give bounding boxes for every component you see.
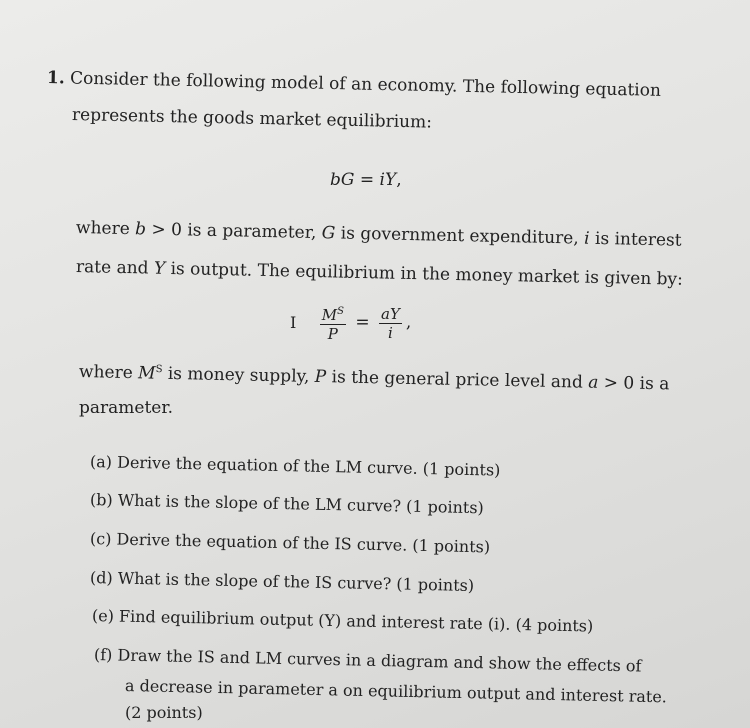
part-c-text: (c) Derive the equation of the IS curve. (1 points): [89, 529, 491, 557]
fraction-denominator: P: [327, 325, 338, 343]
text: > 0 is a: [598, 372, 670, 395]
question-number: 1.: [46, 68, 65, 89]
var-P: P: [314, 366, 327, 388]
fraction-ay-over-i: [379, 305, 402, 342]
eq1-comma: ,: [396, 170, 402, 190]
eq1-equals: =: [359, 170, 375, 190]
part-b-text: (b) What is the slope of the LM curve? (1 points): [89, 490, 484, 518]
part-f: [94, 645, 642, 675]
question-line-3: [76, 218, 682, 251]
part-f-text-line2: a decrease in parameter a on equilibrium output and interest rate.: [124, 676, 668, 707]
part-d-text: (d) What is the slope of the IS curve? (1 points): [89, 568, 475, 596]
part-c: [90, 529, 490, 556]
goods-market-text: represents the goods market equilibrium:: [71, 105, 433, 133]
part-e: [92, 606, 594, 635]
var-M: M: [137, 363, 156, 384]
part-a-text: (a) Derive the equation of the LM curve. (1 points): [89, 452, 501, 480]
eq1-rhs: iY: [379, 170, 397, 190]
question-line-6: [79, 398, 173, 418]
part-f-points-text: (2 points): [125, 703, 203, 722]
part-f-points: [125, 703, 203, 722]
text: > 0 is a parameter,: [145, 219, 322, 244]
part-a: [90, 452, 501, 480]
text: is government expenditure,: [335, 223, 585, 249]
fraction-numerator: [320, 303, 346, 325]
money-market-equation: [290, 303, 411, 343]
text: where: [78, 362, 139, 384]
fraction-ms-over-p: [320, 303, 346, 343]
question-line-5: [79, 362, 670, 394]
part-d: [90, 568, 474, 595]
eq2-equals: =: [355, 312, 370, 333]
var-i: i: [583, 228, 590, 249]
part-b: [90, 490, 484, 517]
var-G: G: [321, 223, 336, 244]
text: is output. The equilibrium in the money market is given by:: [164, 258, 684, 290]
text: parameter.: [79, 398, 174, 418]
var-M: M: [321, 306, 338, 324]
superscript-S: S: [155, 363, 163, 376]
part-e-text: (e) Find equilibrium output (Y) and interest rate (i). (4 points): [91, 606, 594, 636]
text: rate and: [75, 257, 155, 279]
text-cursor-icon: I: [290, 312, 297, 332]
question-line-4: [76, 257, 683, 290]
var-b: b: [134, 219, 147, 240]
part-f-continued: [125, 676, 667, 706]
fraction-numerator: aY: [381, 304, 400, 323]
text: where: [75, 218, 136, 240]
goods-market-equation: [330, 170, 402, 190]
text: is the general price level and: [326, 367, 589, 393]
var-Y: Y: [153, 258, 166, 279]
text: is interest: [589, 228, 682, 251]
eq2-comma: ,: [405, 312, 412, 333]
fraction-denominator: i: [388, 323, 393, 342]
question-intro-text: Consider the following model of an economy. The following equation: [69, 68, 662, 101]
question-line-1: [47, 68, 661, 101]
part-f-text: (f) Draw the IS and LM curves in a diagram and show the effects of: [93, 645, 642, 676]
var-a: a: [588, 372, 599, 393]
text: is money supply,: [162, 363, 315, 387]
superscript-S: S: [337, 306, 344, 317]
eq1-lhs: bG: [330, 170, 355, 190]
question-line-2: [72, 105, 432, 133]
